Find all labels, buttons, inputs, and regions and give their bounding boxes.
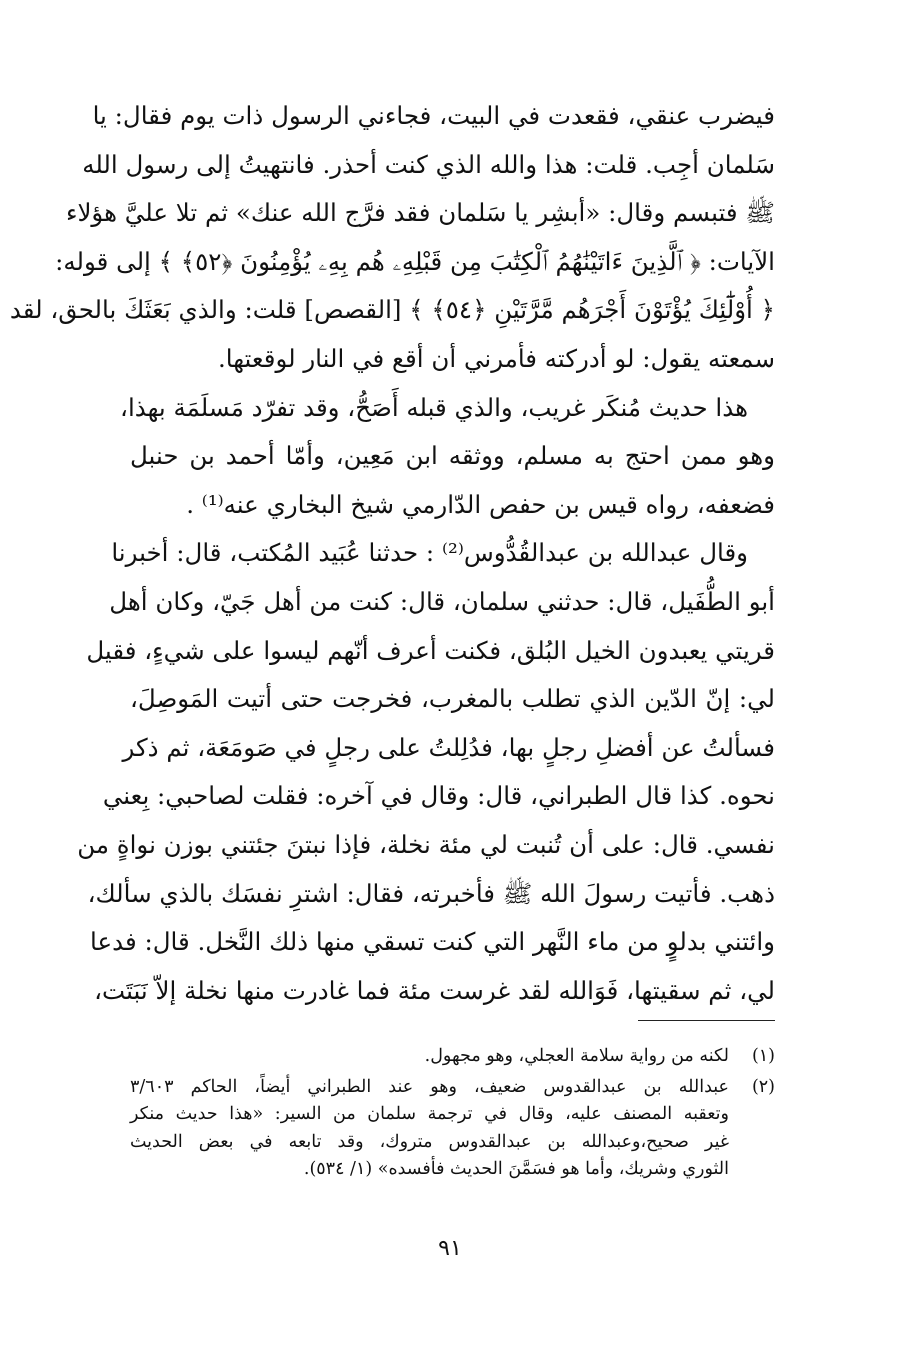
main-text bbox=[9, 92, 775, 1015]
text-line: ذهب. فأتيت رسولَ الله ﷺ فأخبرته، فقال: اشترِ نفسَك بالذي سألك، bbox=[87, 878, 775, 908]
text-line: نحوه. كذا قال الطبراني، قال: وقال في آخره: فقلت لصاحبي: بِعني bbox=[102, 781, 775, 811]
page-body bbox=[9, 92, 775, 1015]
text-line: قريتي يعبدون الخيل البُلق، فكنت أعرف أنّهم ليسوا على شيءٍ، فقيل bbox=[86, 635, 775, 665]
page-number: ٩١ bbox=[438, 1236, 462, 1261]
paragraph-1 bbox=[9, 92, 775, 384]
text-line: هذا حديث مُنكَر غريب، والذي قبله أَصَحُّ، وقد تفرّد مَسلَمَة بهذا، bbox=[120, 392, 748, 422]
text-line: أبو الطُّفَيل، قال: حدثني سلمان، قال: كنت من أهل جَيّ، وكان أهل bbox=[109, 586, 775, 616]
footnote-2 bbox=[130, 1074, 775, 1184]
text-line: سمعته يقول: لو أدركته فأمرني أن أقع في النار لوقعتها. bbox=[217, 343, 775, 373]
paragraph-2 bbox=[120, 384, 775, 433]
footnote-number: (١) bbox=[751, 1046, 775, 1066]
footnote-divider bbox=[638, 1020, 775, 1021]
text-line: سَلمان أجِب. قلت: هذا والله الذي كنت أحذر. فانتهيتُ إلى رسول الله bbox=[82, 149, 775, 179]
paragraph-3-cont bbox=[77, 578, 775, 1015]
text-line: الآيات: ﴿ ٱلَّذِينَ ءَاتَيْنَٰهُمُ ٱلْكِتَٰبَ مِن قَبْلِهِۦ هُم بِهِۦ يُؤْمِنُونَ ﴿٥٢﴾ ﴾ إلى قوله: bbox=[55, 246, 775, 276]
footnotes bbox=[130, 1020, 775, 1184]
paragraph-3 bbox=[111, 529, 775, 578]
text-line: نفسي. قال: على أن تُنبت لي مئة نخلة، فإذا نبتنَ جئتني بوزن نواةٍ من bbox=[77, 829, 775, 859]
footnote-line: غير صحيح،وعبدالله بن عبدالقدوس متروك، وقد تابعه في بعض الحديث bbox=[130, 1131, 729, 1152]
footnote-1 bbox=[130, 1043, 775, 1071]
text-line: وائتني بدلوٍ من ماء النَّهر التي كنت تسقي منها ذلك النَّخل. قال: فدعا bbox=[90, 927, 775, 957]
text-line: لي: إنّ الدّين الذي تطلب بالمغرب، فخرجت حتى أتيت المَوصِلَ، bbox=[130, 684, 775, 714]
footnote-line: عبدالله بن عبدالقدوس ضعيف، وهو عند الطبراني أيضاً، الحاكم ٣/٦٠٣ bbox=[130, 1076, 729, 1097]
paragraph-2-cont bbox=[130, 432, 775, 529]
footnote-number: (٢) bbox=[751, 1076, 775, 1097]
footnote-line: لكنه من رواية سلامة العجلي، وهو مجهول. bbox=[424, 1046, 729, 1066]
text-line: فيضرب عنقي، فقعدت في البيت، فجاءني الرسول ذات يوم فقال: يا bbox=[92, 101, 775, 130]
footnote-line: وتعقبه المصنف عليه، وقال في ترجمة سلمان من السير: «هذا حديث منكر bbox=[130, 1104, 729, 1124]
text-line: لي، ثم سقيتها، فَوَالله لقد غرست مئة فما غادرت منها نخلة إلاّ نَبَتَت، bbox=[94, 975, 775, 1005]
text-line: فسألتُ عن أفضلِ رجلٍ بها، فدُلِلتُ على رجلٍ في صَومَعَة، ثم ذكر bbox=[122, 732, 775, 762]
text-line: ﷺ فتبسم وقال: «أبشِر يا سَلمان فقد فرَّج الله عنك» ثم تلا عليَّ هؤلاء bbox=[65, 198, 775, 228]
footnote-line: الثوري وشريك، وأما هو فسَمَّنَ الحديث فأفسده» (١/ ٥٣٤). bbox=[303, 1159, 729, 1179]
text-line: وهو ممن احتج به مسلم، ووثقه ابن مَعِين، وأمّا أحمد بن حنبل bbox=[130, 441, 775, 471]
text-line: ﴿ أُوْلَٰٓئِكَ يُؤْتَوْنَ أَجْرَهُم مَّرَّتَيْنِ ﴿٥٤﴾ ﴾ [القصص] قلت: والذي بَعَثَكَ بالحق، لقد bbox=[9, 295, 775, 325]
text-line: فضعفه، رواه قيس بن حفص الدّارمي شيخ البخاري عنه⁽¹⁾ . bbox=[186, 489, 775, 519]
text-line: وقال عبدالله بن عبدالقُدُّوس⁽²⁾ : حدثنا عُبَيد المُكتب، قال: أخبرنا bbox=[111, 538, 748, 568]
